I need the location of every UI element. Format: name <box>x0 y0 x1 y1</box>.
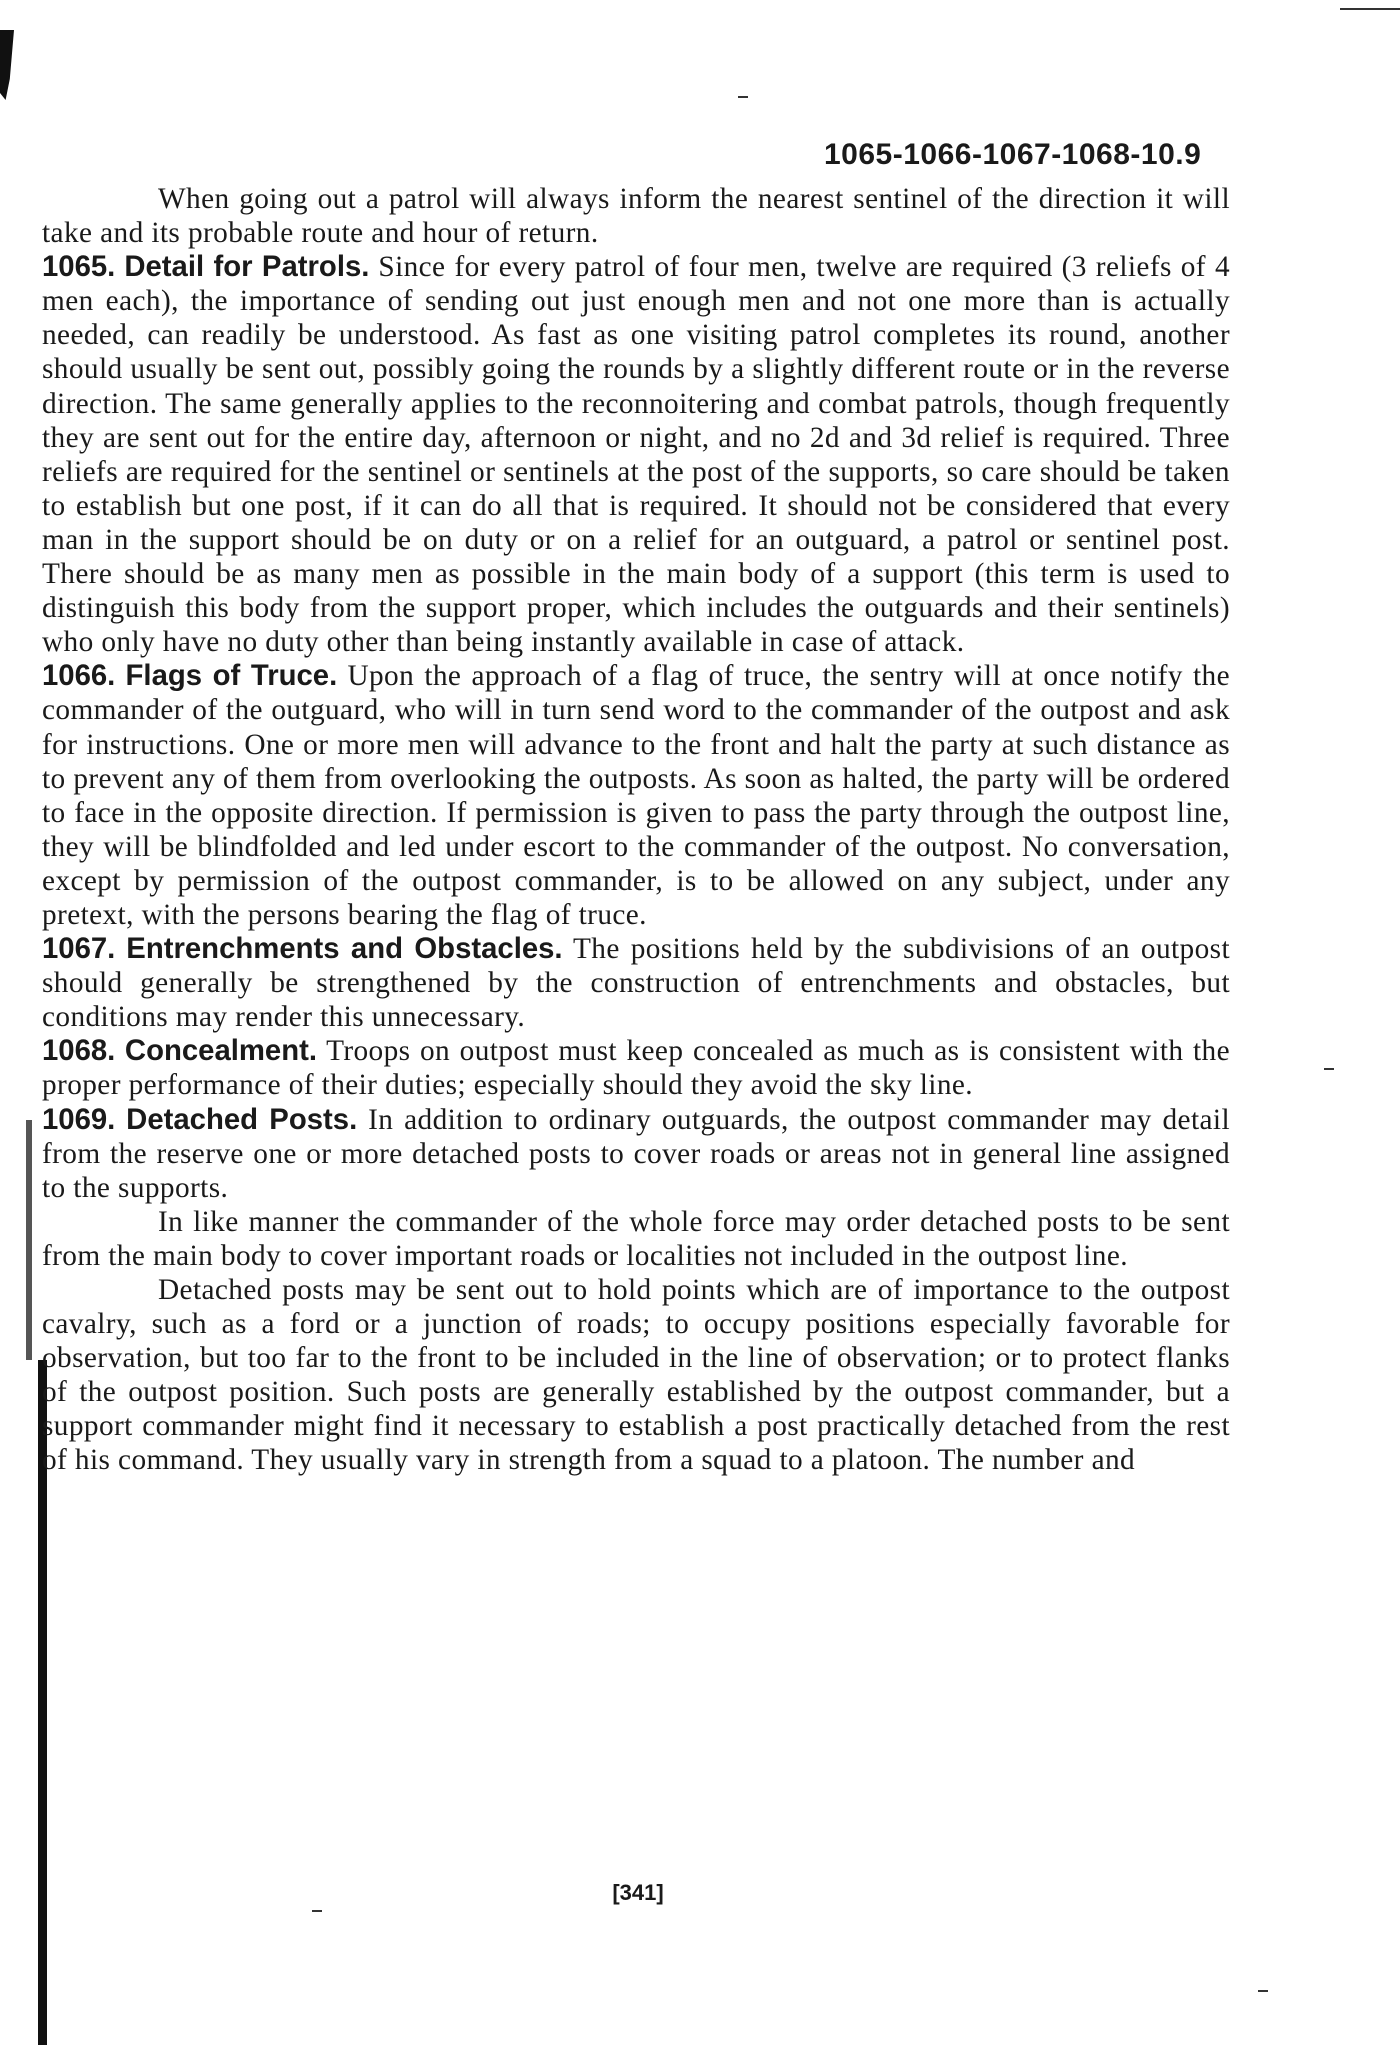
paragraph-section-1069 <box>42 1103 1230 1205</box>
scan-artifact-dash <box>738 96 748 98</box>
section-number: 1066. <box>42 659 116 693</box>
paragraph-text: Upon the approach of a flag of truce, the sentry will at once notify the commander of the outguard, who will in turn send word to the commander of the outpost and ask for instructions. One or more men will advance to the front and halt the party at such distance as to prevent any of them from overlooking the outposts. As soon as halted, the party will be ordered to face in the opposite direction. If permission is given to pass the party through the outpost line, they will be blindfolded and led under escort to the commander of the outpost. No conversation, except by permission of the outpost commander, is to be allowed on any subject, under any pretext, with the persons bearing the flag of truce. <box>42 660 1230 931</box>
paragraph-text: In addition to ordinary outguards, the outpost commander may detail from the reserve one or more detached posts to cover roads or areas not in general line assigned to the supports. <box>42 1103 1230 1204</box>
section-title: Concealment. <box>124 1034 318 1068</box>
paragraph-patrol-intro <box>42 182 1230 250</box>
scan-artifact-dash <box>312 1910 322 1912</box>
section-title: Detail for Patrols. <box>124 250 370 284</box>
paragraph-text: Troops on outpost must keep concealed as much as is consistent with the proper performance of their duties; especially should they avoid the sky line. <box>42 1035 1230 1102</box>
paragraph-section-1066 <box>42 659 1230 932</box>
section-title: Flags of Truce. <box>125 659 338 693</box>
page-number: [341] <box>612 1880 664 1905</box>
paragraph-section-1065 <box>42 250 1230 659</box>
section-number: 1068. <box>42 1034 116 1068</box>
section-title: Entrenchments and Obstacles. <box>126 932 563 966</box>
section-title: Detached Posts. <box>126 1102 358 1136</box>
scan-artifact-dash <box>1324 1068 1334 1070</box>
section-number: 1065. <box>42 250 116 284</box>
paragraph-detached-main-body <box>42 1205 1230 1273</box>
body-text <box>42 182 1230 1478</box>
paragraph-text: Detached posts may be sent out to hold points which are of importance to the outpost cavalry, such as a ford or a junction of roads; to occupy positions especially favorable for observation, but too far to the front to be included in the line of observation; or to protect flanks of the outpost position. Such posts are generally established by the outpost commander, but a support commander might find it necessary to establish a post practically detached from the rest of his command. They usually vary in strength from a squad to a platoon. The number and <box>42 1274 1230 1477</box>
running-header-section-range: 1065-1066-1067-1068-10.9 <box>824 138 1202 171</box>
paragraph-text: Since for every patrol of four men, twelve are required (3 reliefs of 4 men each), the importance of sending out just enough men and not one more than is actually needed, can readily be understood. As fast as one visiting patrol completes its round, another should usually be sent out, possibly going the rounds by a slightly different route or in the reverse direction. The same generally applies to the reconnoitering and combat patrols, though frequently they are sent out for the entire day, afternoon or night, and no 2d and 3d relief is required. Three reliefs are required for the sentinel or sentinels at the post of the supports, so care should be taken to establish but one post, if it can do all that is required. It should not be considered that every man in the support should be on duty or on a relief for an outguard, a patrol or sentinel post. There should be as many men as possible in the main body of a support (this term is used to distinguish this body from the support proper, which includes the outguards and their sentinels) who only have no duty other than being instantly available in case of attack. <box>42 251 1230 659</box>
paragraph-text: The positions held by the subdivisions of an outpost should generally be strengthened by the construction of entrenchments and obstacles, but conditions may render this unnecessary. <box>42 933 1230 1034</box>
scan-artifact-binding-shadow <box>26 1120 32 1360</box>
scan-artifact-mark <box>0 30 14 100</box>
section-number: 1069. <box>42 1102 116 1136</box>
scan-artifact-dash <box>1258 1990 1268 1992</box>
paragraph-text: When going out a patrol will always inform the nearest sentinel of the direction it will take and its probable route and hour of return. <box>42 183 1230 250</box>
paragraph-text: In like manner the commander of the whole force may order detached posts to be sent from the main body to cover important roads or localities not included in the outpost line. <box>42 1205 1230 1272</box>
scan-artifact-rule <box>1340 8 1400 10</box>
paragraph-section-1068 <box>42 1034 1230 1102</box>
paragraph-section-1067 <box>42 932 1230 1034</box>
section-number: 1067. <box>42 932 116 966</box>
paragraph-detached-points <box>42 1273 1230 1478</box>
